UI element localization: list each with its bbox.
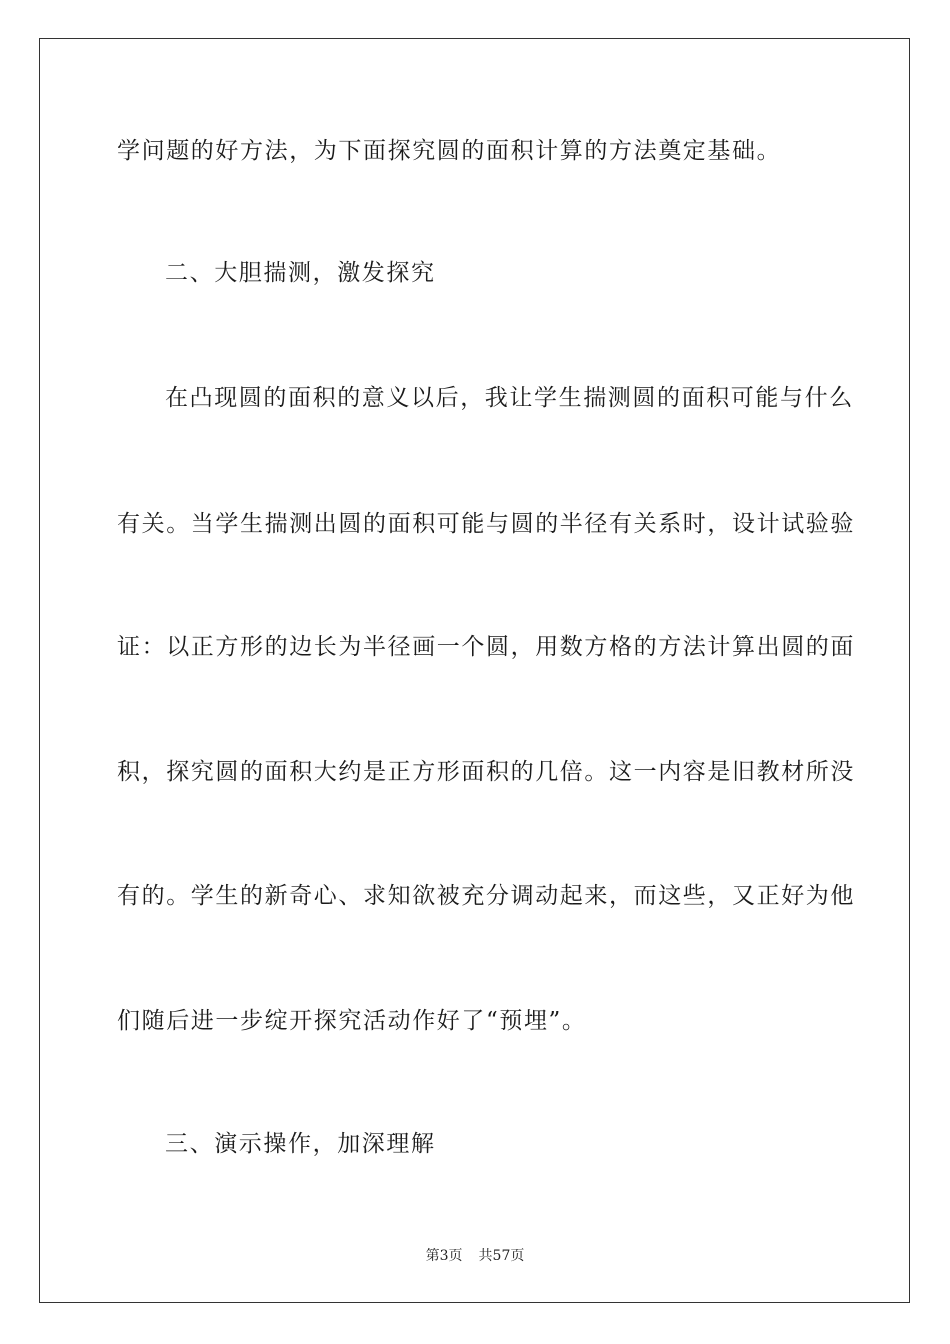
paragraph-line: 积，探究圆的面积大约是正方形面积的几倍。这一内容是旧教材所没 [117, 759, 855, 785]
section-heading-2: 二、大胆揣测，激发探究 [165, 260, 436, 286]
paragraph-line: 有的。学生的新奇心、求知欲被充分调动起来，而这些，又正好为他 [117, 883, 855, 909]
section-heading-3: 三、演示操作，加深理解 [165, 1131, 436, 1157]
page-footer [0, 1246, 950, 1266]
paragraph-line: 证：以正方形的边长为半径画一个圆，用数方格的方法计算出圆的面 [117, 634, 855, 660]
paragraph-line: 们随后进一步绽开探究活动作好了“预埋”。 [117, 1008, 587, 1034]
page-border [39, 38, 910, 1303]
paragraph-line: 学问题的好方法，为下面探究圆的面积计算的方法奠定基础。 [117, 138, 782, 164]
paragraph-line: 有关。当学生揣测出圆的面积可能与圆的半径有关系时，设计试验验 [117, 511, 855, 537]
paragraph-line: 在凸现圆的面积的意义以后，我让学生揣测圆的面积可能与什么 [165, 385, 854, 411]
page-number: 第3页 [425, 1248, 463, 1264]
page-total: 共57页 [478, 1248, 525, 1264]
